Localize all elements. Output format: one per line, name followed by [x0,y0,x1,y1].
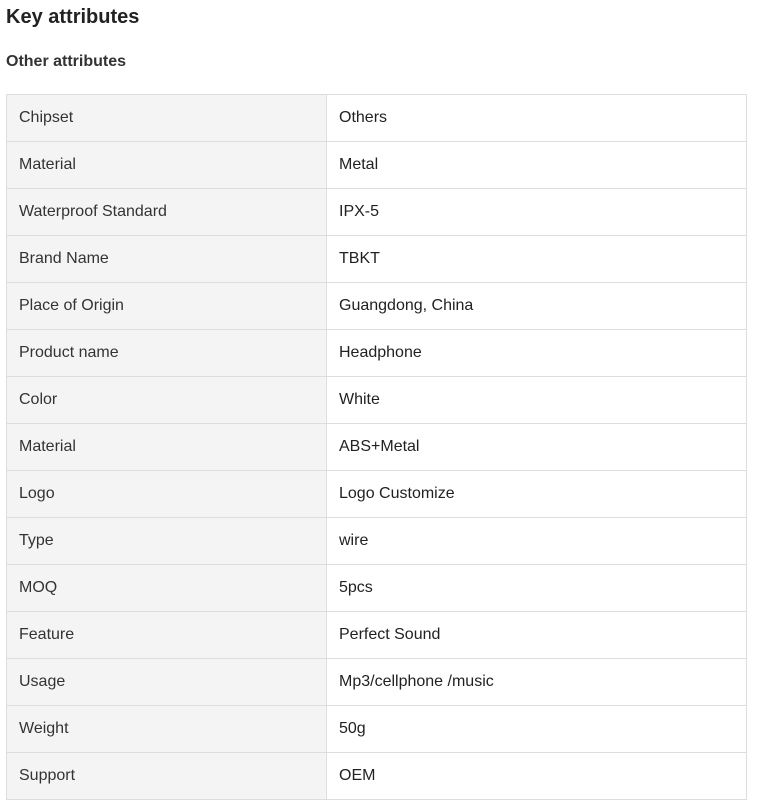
attribute-value: 50g [327,706,747,753]
attribute-name: Logo [7,471,327,518]
attribute-value: Metal [327,142,747,189]
attribute-value: wire [327,518,747,565]
attribute-name: Material [7,424,327,471]
attribute-value: TBKT [327,236,747,283]
table-row [7,659,747,706]
attribute-value: ABS+Metal [327,424,747,471]
table-row [7,189,747,236]
attribute-name: Support [7,753,327,800]
table-row [7,330,747,377]
attribute-name: MOQ [7,565,327,612]
table-row [7,518,747,565]
attribute-value: Logo Customize [327,471,747,518]
attribute-value: IPX-5 [327,189,747,236]
attribute-name: Color [7,377,327,424]
table-row [7,706,747,753]
key-attributes-title: Key attributes [6,6,140,28]
attribute-name: Product name [7,330,327,377]
attribute-value: Perfect Sound [327,612,747,659]
table-row [7,424,747,471]
attribute-value: OEM [327,753,747,800]
attribute-value: White [327,377,747,424]
attribute-name: Feature [7,612,327,659]
table-row [7,565,747,612]
attribute-name: Type [7,518,327,565]
table-row [7,612,747,659]
attributes-table-body [7,95,747,800]
attribute-name: Weight [7,706,327,753]
attribute-name: Waterproof Standard [7,189,327,236]
attribute-value: Guangdong, China [327,283,747,330]
table-row [7,753,747,800]
table-row [7,471,747,518]
attribute-name: Brand Name [7,236,327,283]
attribute-name: Material [7,142,327,189]
table-row [7,377,747,424]
attribute-value: Headphone [327,330,747,377]
other-attributes-subtitle: Other attributes [6,53,127,70]
table-row [7,95,747,142]
attribute-value: Others [327,95,747,142]
table-row [7,236,747,283]
attributes-table [6,94,747,800]
attribute-name: Place of Origin [7,283,327,330]
attribute-value: 5pcs [327,565,747,612]
attribute-value: Mp3/cellphone /music [327,659,747,706]
attribute-name: Usage [7,659,327,706]
table-row [7,142,747,189]
attribute-name: Chipset [7,95,327,142]
table-row [7,283,747,330]
